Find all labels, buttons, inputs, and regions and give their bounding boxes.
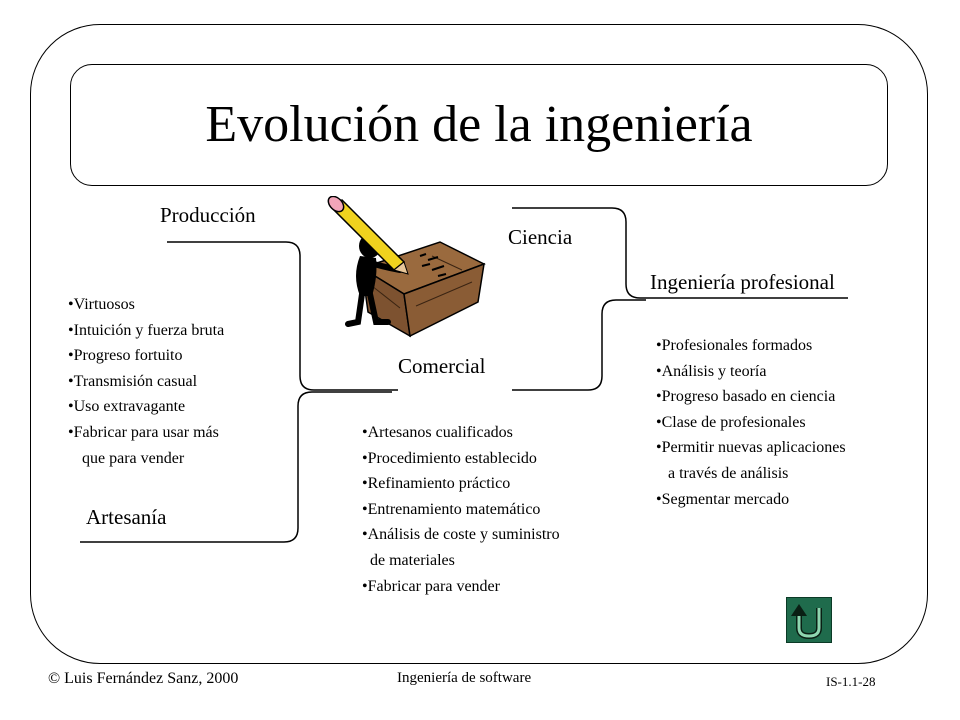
ingenieria-profesional-bullet-list bbox=[656, 333, 846, 512]
list-item: • Refinamiento práctico bbox=[362, 471, 560, 497]
label-ingenieria-profesional: Ingeniería profesional bbox=[650, 270, 835, 294]
list-item: • Profesionales formados bbox=[656, 333, 846, 359]
list-item: • Procedimiento establecido bbox=[362, 446, 560, 472]
return-button[interactable] bbox=[786, 597, 832, 643]
list-item-continuation: a través de análisis bbox=[668, 464, 789, 482]
list-item: • Progreso fortuito bbox=[68, 343, 224, 369]
connector-comercial-ingenieria bbox=[512, 300, 646, 390]
list-item: • Análisis de coste y suministro bbox=[362, 522, 560, 548]
list-item: • Artesanos cualificados bbox=[362, 420, 560, 446]
list-item: • Intuición y fuerza bruta bbox=[68, 318, 224, 344]
list-item-continuation: de materiales bbox=[370, 551, 455, 569]
footer-course: Ingeniería de software bbox=[397, 670, 532, 686]
footer-copyright: © Luis Fernández Sanz, 2000 bbox=[48, 670, 239, 687]
list-item: • Análisis y teoría bbox=[656, 359, 846, 385]
comercial-bullet-list bbox=[362, 420, 560, 599]
figure-writing-on-box-icon bbox=[312, 196, 492, 338]
list-item: • Permitir nuevas aplicaciones bbox=[656, 435, 846, 461]
list-item-continuation: que para vender bbox=[82, 449, 185, 467]
list-item: • Clase de profesionales bbox=[656, 410, 846, 436]
artesania-bullet-list bbox=[68, 292, 224, 471]
list-item: • Uso extravagante bbox=[68, 394, 224, 420]
list-item: • Progreso basado en ciencia bbox=[656, 384, 846, 410]
list-item: • Fabricar para usar más bbox=[68, 420, 224, 446]
footer-slide-number: IS-1.1-28 bbox=[826, 674, 876, 689]
list-item: • Segmentar mercado bbox=[656, 487, 846, 513]
list-item: • Entrenamiento matemático bbox=[362, 497, 560, 523]
list-item: • Fabricar para vender bbox=[362, 574, 560, 600]
label-produccion: Producción bbox=[160, 203, 256, 227]
list-item: • Virtuosos bbox=[68, 292, 224, 318]
u-turn-arrow-icon bbox=[787, 598, 831, 642]
label-comercial: Comercial bbox=[398, 354, 486, 378]
label-ciencia: Ciencia bbox=[508, 225, 573, 249]
label-artesania: Artesanía bbox=[86, 505, 167, 529]
list-item: • Transmisión casual bbox=[68, 369, 224, 395]
slide-title: Evolución de la ingeniería bbox=[205, 96, 753, 153]
